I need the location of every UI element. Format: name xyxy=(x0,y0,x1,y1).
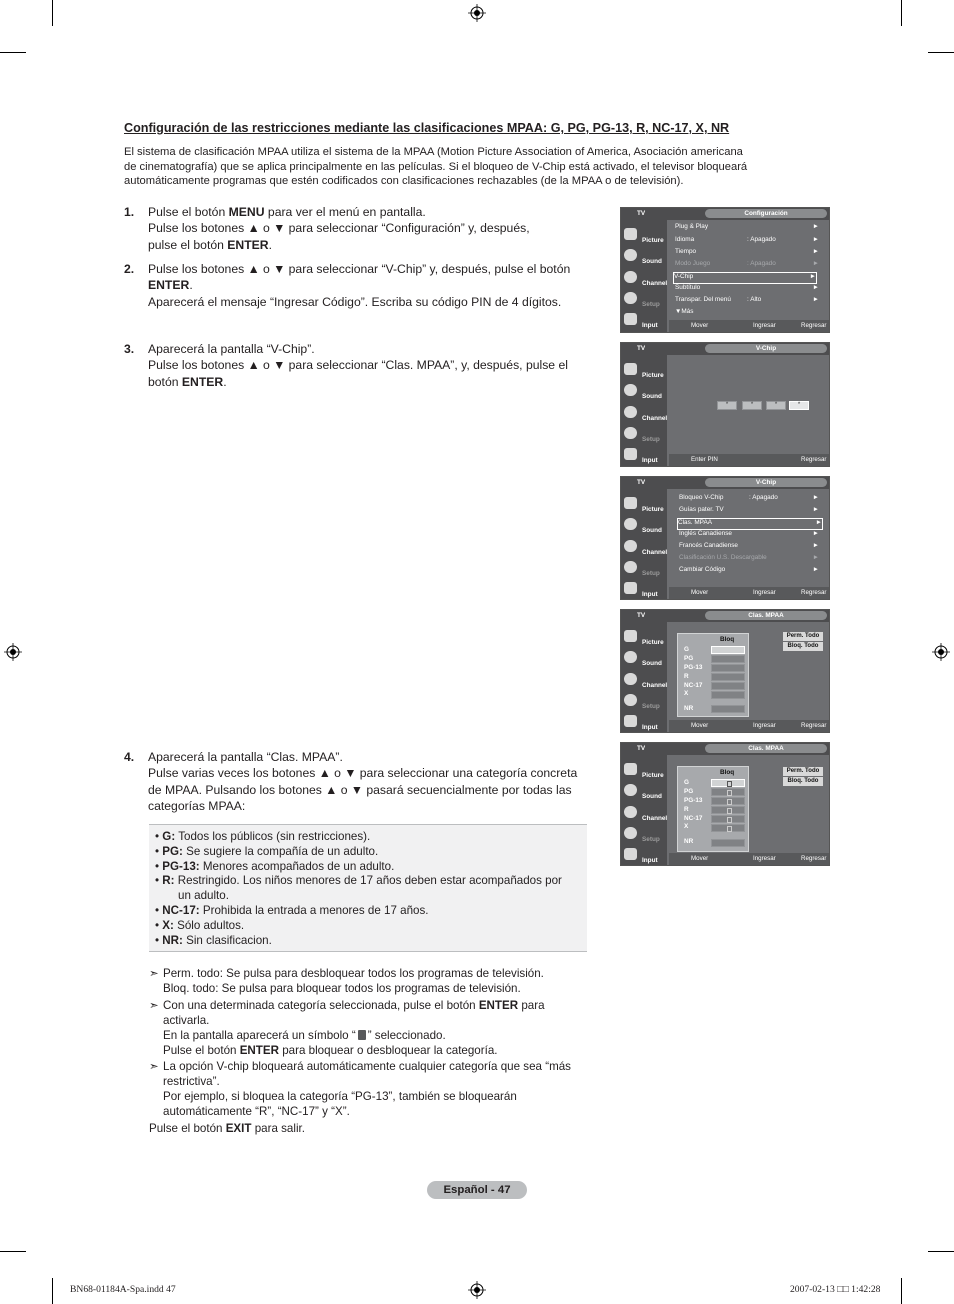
rating-label: G xyxy=(684,779,689,786)
channel-icon xyxy=(624,806,637,818)
note-line: Con una determinada categoría seleccionada, pulse el botón ENTER para xyxy=(163,999,545,1012)
step-text: Pulse el botón xyxy=(148,205,229,219)
osd-side-picture: Picture xyxy=(623,761,667,781)
note-arrow-icon: ➣ xyxy=(149,967,159,980)
osd-footer-mover: Mover xyxy=(691,722,709,729)
osd-side-input: Input xyxy=(623,446,667,466)
crop-mark xyxy=(52,0,53,26)
channel-icon xyxy=(624,540,637,552)
rating-lock-cell xyxy=(711,682,745,690)
rating-label: X xyxy=(684,690,689,697)
note-line: La opción V-chip bloqueará automáticamente cualquier categoría que sea “más xyxy=(163,1060,571,1073)
note-line: Pulse el botón ENTER para bloquear o desbloquear la categoría. xyxy=(163,1044,498,1057)
crop-mark xyxy=(928,1251,954,1252)
input-icon xyxy=(624,582,637,594)
setup-gear-icon xyxy=(624,694,637,706)
osd-footer-mover: Mover xyxy=(691,322,709,329)
channel-icon xyxy=(624,673,637,685)
osd-menu-item: Cambiar Código ► xyxy=(679,566,819,573)
lock-icon xyxy=(727,817,732,823)
osd-footer-regresar: Regresar xyxy=(801,456,827,463)
osd-footer-enter-pin: Enter PIN xyxy=(691,456,718,463)
osd-title: Clas. MPAA xyxy=(705,744,827,753)
setup-gear-icon xyxy=(624,561,637,573)
key-label: ENTER xyxy=(148,278,190,293)
osd-clas-mpaa-locks xyxy=(620,742,830,866)
osd-side-picture: Picture xyxy=(623,361,667,381)
input-icon xyxy=(624,848,637,860)
note-line: Perm. todo: Se pulsa para desbloquear todos los programas de televisión. xyxy=(163,967,544,980)
osd-sidebar xyxy=(621,622,667,732)
osd-footer-regresar: Regresar xyxy=(801,322,827,329)
rating-lock-cell xyxy=(711,806,745,814)
rating-label: NC-17 xyxy=(684,815,703,822)
mpaa-rating-panel xyxy=(677,766,749,852)
step-text: Aparecerá el mensaje “Ingresar Código”. Escriba su código PIN de 4 dígitos. xyxy=(148,294,562,309)
osd-menu-item: Guías pater. TV ► xyxy=(679,506,819,513)
step-text: pulse el botón xyxy=(148,237,228,252)
osd-side-sound: Sound xyxy=(623,247,667,267)
osd-sidebar xyxy=(621,220,667,332)
step-text: Pulse los botones ▲ o ▼ para seleccionar “V-Chip” y, después, pulse el botón xyxy=(148,262,571,276)
input-icon xyxy=(624,715,637,727)
section-title: Configuración de las restricciones mediante las clasificaciones MPAA: G, PG, PG-13, R, NC-17, X, NR xyxy=(124,121,730,135)
rating-label: NC-17 xyxy=(684,682,703,689)
osd-side-input: Input xyxy=(623,713,667,733)
note-line: activarla. xyxy=(163,1014,210,1027)
osd-tv-label: TV xyxy=(637,210,646,217)
step-number: 1. xyxy=(124,205,135,219)
osd-side-sound: Sound xyxy=(623,782,667,802)
rating-lock-cell xyxy=(711,839,745,847)
osd-sidebar xyxy=(621,355,667,466)
osd-tv-label: TV xyxy=(637,745,646,752)
file-slug: BN68-01184A-Spa.indd 47 xyxy=(70,1284,176,1295)
osd-side-channel: Channel xyxy=(623,538,667,558)
osd-sidebar xyxy=(621,489,667,599)
step-number: 3. xyxy=(124,342,135,356)
crop-mark xyxy=(901,0,902,26)
osd-tv-label: TV xyxy=(637,345,646,352)
crop-mark xyxy=(901,1278,902,1304)
mpaa-rating-panel xyxy=(677,633,749,717)
osd-footer xyxy=(669,720,829,732)
note-line: restrictiva”. xyxy=(163,1075,220,1088)
bloq-header: Bloq xyxy=(720,769,735,776)
key-label: MENU xyxy=(228,205,265,219)
picture-icon xyxy=(624,763,637,775)
registration-mark-icon xyxy=(4,643,22,661)
crop-mark xyxy=(928,52,954,53)
osd-title: Configuración xyxy=(705,209,827,218)
osd-sidebar xyxy=(621,755,667,865)
note-line: En la pantalla aparecerá un símbolo “ ” seleccionado. xyxy=(163,1029,446,1042)
osd-footer-regresar: Regresar xyxy=(801,855,827,862)
channel-icon xyxy=(624,271,637,283)
rating-lock-cell-selected xyxy=(711,646,745,654)
lock-icon xyxy=(727,826,732,832)
osd-vchip-menu xyxy=(620,476,830,600)
rating-lock-cell xyxy=(711,691,745,699)
osd-menu-item: Bloqueo V-Chip : Apagado ► xyxy=(679,494,819,501)
osd-side-setup: Setup xyxy=(623,425,667,445)
bloq-todo-button: Bloq. Todo xyxy=(783,777,823,786)
osd-side-channel: Channel xyxy=(623,269,667,289)
rating-lock-cell xyxy=(711,673,745,681)
input-icon xyxy=(624,313,637,325)
osd-menu xyxy=(669,489,829,587)
step-text: . xyxy=(268,237,272,252)
key-label: ENTER xyxy=(227,237,269,252)
bloq-header: Bloq xyxy=(720,636,735,643)
crop-mark xyxy=(52,1278,53,1304)
osd-title: V-Chip xyxy=(705,344,827,353)
ratings-info-box xyxy=(149,824,587,952)
intro-line: de cinematografía) que se aplica principalmente en las películas. Si el bloqueo de V-Chip está activado, el televisor bloqueará xyxy=(124,160,748,173)
rating-lock-cell xyxy=(711,815,745,823)
lock-icon xyxy=(727,808,732,814)
rating-label: PG-13 xyxy=(684,664,703,671)
registration-mark-icon xyxy=(468,4,486,22)
list-item: • X: Sólo adultos. xyxy=(155,919,245,932)
list-item: • G: Todos los públicos (sin restricciones). xyxy=(155,830,371,843)
step-text: . xyxy=(223,374,227,389)
osd-vchip-pin xyxy=(620,342,830,467)
osd-tv-label: TV xyxy=(637,612,646,619)
rating-label: G xyxy=(684,646,689,653)
osd-footer xyxy=(669,454,829,466)
note-line: Por ejemplo, si bloquea la categoría “PG-13”, también se bloquearán xyxy=(163,1090,517,1103)
osd-footer xyxy=(669,587,829,599)
osd-side-setup: Setup xyxy=(623,825,667,845)
list-item: • NR: Sin clasificacion. xyxy=(155,934,272,947)
registration-mark-icon xyxy=(932,643,950,661)
sound-icon xyxy=(624,518,637,530)
osd-side-sound: Sound xyxy=(623,382,667,402)
osd-menu-item: Modo Juego : Apagado ► xyxy=(675,260,819,267)
osd-menu-item: Transpar. Del menú : Alto ► xyxy=(675,296,819,303)
note-line: automáticamente “R”, “NC-17” y “X”. xyxy=(163,1105,350,1118)
osd-menu-item: ▼Más xyxy=(675,308,694,315)
intro-line: automáticamente programas que estén codificados con clasificaciones rechazables (de la MPAA o de televisión). xyxy=(124,175,684,188)
osd-side-input: Input xyxy=(623,311,667,331)
setup-gear-icon xyxy=(624,827,637,839)
crop-mark xyxy=(0,1251,26,1252)
rating-label: PG xyxy=(684,788,694,795)
osd-menu-item: Idioma : Apagado ► xyxy=(675,236,819,243)
osd-footer-regresar: Regresar xyxy=(801,589,827,596)
list-item: • PG: Se sugiere la compañía de un adulto. xyxy=(155,845,379,858)
osd-configuracion xyxy=(620,207,830,333)
osd-menu-item: Plug & Play ► xyxy=(675,223,819,230)
osd-footer-regresar: Regresar xyxy=(801,722,827,729)
osd-side-picture: Picture xyxy=(623,495,667,515)
osd-side-picture: Picture xyxy=(623,226,667,246)
picture-icon xyxy=(624,363,637,375)
date-slug: 2007-02-13 □□ 1:42:28 xyxy=(790,1284,881,1295)
sound-icon xyxy=(624,784,637,796)
osd-side-setup: Setup xyxy=(623,559,667,579)
osd-side-setup: Setup xyxy=(623,692,667,712)
step-text: Aparecerá la pantalla “Clas. MPAA”. xyxy=(148,750,343,764)
rating-lock-cell xyxy=(711,788,745,796)
osd-footer-mover: Mover xyxy=(691,855,709,862)
rating-lock-cell-selected xyxy=(711,779,745,787)
osd-footer xyxy=(669,320,829,332)
osd-side-sound: Sound xyxy=(623,516,667,536)
step-number: 2. xyxy=(124,262,135,276)
osd-side-input: Input xyxy=(623,580,667,600)
note-arrow-icon: ➣ xyxy=(149,1060,159,1073)
pin-digit: * xyxy=(766,401,786,410)
rating-label: NR xyxy=(684,838,694,845)
step-text: categorías MPAA: xyxy=(148,798,246,813)
osd-menu-item-selected: V-Chip ► xyxy=(673,272,817,284)
page-number: Español - 47 xyxy=(427,1181,527,1199)
rating-label: X xyxy=(684,823,689,830)
osd-side-channel: Channel xyxy=(623,804,667,824)
osd-side-channel: Channel xyxy=(623,404,667,424)
osd-title: V-Chip xyxy=(705,478,827,487)
perm-todo-button: Perm. Todo xyxy=(783,632,823,641)
exit-instruction: Pulse el botón EXIT para salir. xyxy=(149,1122,305,1135)
osd-footer-ingresar: Ingresar xyxy=(753,322,776,329)
rating-lock-cell xyxy=(711,824,745,832)
setup-gear-icon xyxy=(624,427,637,439)
rating-lock-cell xyxy=(711,655,745,663)
rating-label: R xyxy=(684,673,689,680)
pin-digit-active: * xyxy=(789,401,809,410)
osd-footer-mover: Mover xyxy=(691,589,709,596)
rating-lock-cell xyxy=(711,797,745,805)
picture-icon xyxy=(624,228,637,240)
rating-label: NR xyxy=(684,705,694,712)
list-item: • R: Restringido. Los niños menores de 17 años deben estar acompañados por xyxy=(155,874,562,887)
pin-digit: * xyxy=(742,401,762,410)
step-text: botón xyxy=(148,374,182,389)
rating-lock-cell xyxy=(711,705,745,713)
list-item: • PG-13: Menores acompañados de un adulto. xyxy=(155,860,395,873)
input-icon xyxy=(624,448,637,460)
osd-menu-item: Tiempo ► xyxy=(675,248,819,255)
step-text: Pulse los botones ▲ o ▼ para seleccionar “Clas. MPAA”, y, después, pulse el xyxy=(148,358,568,373)
note-line: Bloq. todo: Se pulsa para bloquear todos los programas de televisión. xyxy=(163,982,521,995)
osd-footer-ingresar: Ingresar xyxy=(753,722,776,729)
osd-menu-item: Inglés Canadiense ► xyxy=(679,530,819,537)
picture-icon xyxy=(624,630,637,642)
osd-title: Clas. MPAA xyxy=(705,611,827,620)
osd-tv-label: TV xyxy=(637,479,646,486)
rating-label: PG xyxy=(684,655,694,662)
osd-side-picture: Picture xyxy=(623,628,667,648)
note-arrow-icon: ➣ xyxy=(149,999,159,1012)
bloq-todo-button: Bloq. Todo xyxy=(783,642,823,651)
step-text: Aparecerá la pantalla “V-Chip”. xyxy=(148,342,315,356)
channel-icon xyxy=(624,406,637,418)
osd-side-channel: Channel xyxy=(623,671,667,691)
step-number: 4. xyxy=(124,750,135,764)
step-text: Pulse los botones ▲ o ▼ para seleccionar “Configuración” y, después, xyxy=(148,221,530,236)
key-label: ENTER xyxy=(181,374,224,389)
osd-menu-item: Clasificación U.S. Descargable ► xyxy=(679,554,819,561)
osd-footer-ingresar: Ingresar xyxy=(753,855,776,862)
step-text: . xyxy=(189,278,193,293)
perm-todo-button: Perm. Todo xyxy=(783,767,823,776)
osd-side-setup: Setup xyxy=(623,290,667,310)
step-text: para ver el menú en pantalla. xyxy=(264,205,426,219)
lock-icon xyxy=(727,790,732,796)
step-text: Pulse varias veces los botones ▲ o ▼ para seleccionar una categoría concreta xyxy=(148,766,578,781)
crop-mark xyxy=(0,52,26,53)
step-text: de MPAA. Pulsando los botones ▲ o ▼ pasará secuencialmente por todas las xyxy=(148,782,572,797)
intro-line: El sistema de clasificación MPAA utiliza el sistema de la MPAA (Motion Picture Association of America, Asociación americana xyxy=(124,146,743,158)
picture-icon xyxy=(624,497,637,509)
sound-icon xyxy=(624,384,637,396)
osd-footer xyxy=(669,853,829,865)
sound-icon xyxy=(624,651,637,663)
lock-icon xyxy=(358,1030,366,1040)
sound-icon xyxy=(624,249,637,261)
list-item-continuation: un adulto. xyxy=(178,889,229,902)
osd-side-sound: Sound xyxy=(623,649,667,669)
osd-footer-ingresar: Ingresar xyxy=(753,589,776,596)
osd-menu-item: Subtítulo ► xyxy=(675,284,819,291)
osd-menu xyxy=(669,220,829,320)
osd-menu-item: Francés Canadiense ► xyxy=(679,542,819,549)
rating-label: R xyxy=(684,806,689,813)
registration-mark-icon xyxy=(468,1281,486,1299)
lock-icon xyxy=(727,781,732,787)
osd-clas-mpaa xyxy=(620,609,830,733)
osd-side-input: Input xyxy=(623,846,667,866)
rating-label: PG-13 xyxy=(684,797,703,804)
lock-icon xyxy=(727,799,732,805)
setup-gear-icon xyxy=(624,292,637,304)
osd-menu-item-selected: Clas. MPAA ► xyxy=(677,518,823,530)
rating-lock-cell xyxy=(711,664,745,672)
pin-digit: * xyxy=(717,401,737,410)
list-item: • NC-17: Prohibida la entrada a menores de 17 años. xyxy=(155,904,429,917)
intro-paragraph xyxy=(124,145,804,189)
